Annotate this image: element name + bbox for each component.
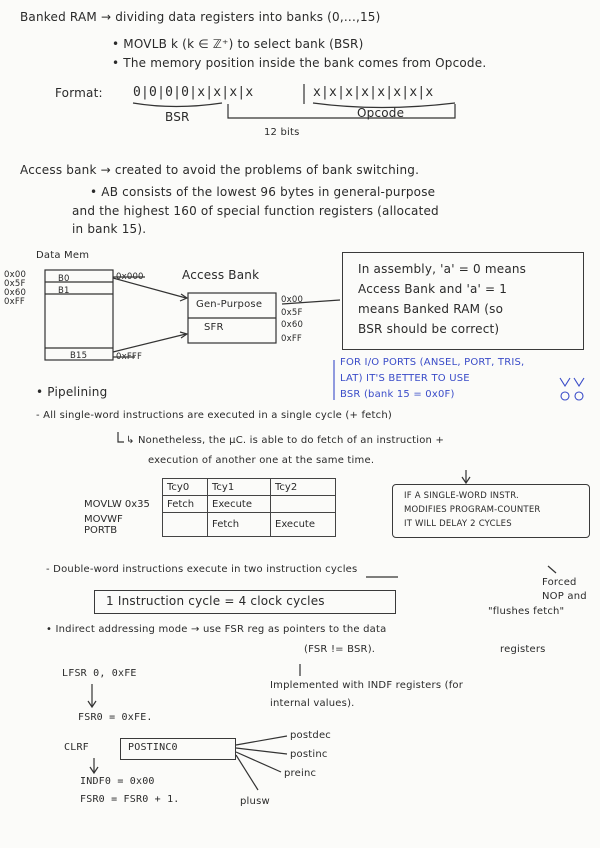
postinc-label: postinc <box>290 749 328 760</box>
table-cell: MOVLW 0x35 <box>84 498 150 510</box>
format-bits-bsr: 0|0|0|0|x|x|x|x <box>133 85 254 100</box>
code-indf: INDF0 = 0x00 <box>80 776 155 787</box>
ab-addr-3: 0xFF <box>281 334 303 344</box>
assembly-note-3: means Banked RAM (so <box>358 302 504 316</box>
cycle-text: 1 Instruction cycle = 4 clock cycles <box>106 594 325 608</box>
assembly-note-2: Access Bank and 'a' = 1 <box>358 282 508 296</box>
impl-line2: internal values). <box>270 698 355 709</box>
registers-label: registers <box>500 644 546 655</box>
io-note-2: LAT) IT'S BETTER TO USE <box>340 373 470 384</box>
left-addr-3: 0xFF <box>4 297 26 307</box>
bank-b0: B0 <box>58 274 70 284</box>
io-glyph <box>575 392 583 400</box>
io-note-1: FOR I/O PORTS (ANSEL, PORT, TRIS, <box>340 357 525 368</box>
ab-addr-0: 0x00 <box>281 295 304 305</box>
double-word-line: - Double-word instructions execute in two instruction cycles <box>46 564 358 575</box>
pipelining-line3: execution of another one at the same time. <box>148 455 375 466</box>
fan-arrow-postinc <box>236 748 287 754</box>
pipelining-line1: - All single-word instructions are executed in a single cycle (+ fetch) <box>36 410 392 421</box>
opcode-brace <box>313 103 455 108</box>
bsr-label: BSR <box>165 110 190 124</box>
fan-arrow-postdec <box>236 736 287 745</box>
access-line2: • AB consists of the lowest 96 bytes in general-purpose <box>90 185 436 199</box>
format-bits-opcode: x|x|x|x|x|x|x|x <box>313 85 434 100</box>
assembly-note-1: In assembly, 'a' = 0 means <box>358 262 527 276</box>
data-mem-label: Data Mem <box>36 250 90 261</box>
gen-purpose-label: Gen-Purpose <box>196 299 263 310</box>
assembly-note-4: BSR should be correct) <box>358 322 500 336</box>
flush-label: "flushes fetch" <box>488 606 565 617</box>
pipelining-title: • Pipelining <box>36 385 108 399</box>
io-note-3: BSR (bank 15 = 0x0F) <box>340 389 455 400</box>
plusw-label: plusw <box>240 796 270 807</box>
table-cell: MOVWF PORTB <box>84 513 123 536</box>
table-header-cell: Tcy0 <box>163 479 208 496</box>
movlb-line: • MOVLB k (k ∈ ℤ⁺) to select bank (BSR) <box>112 37 364 51</box>
single-word-note-3: IT WILL DELAY 2 CYCLES <box>404 519 512 529</box>
bank-b1: B1 <box>58 286 70 296</box>
addr-bottom: 0xFFF <box>116 352 143 362</box>
bank-b15: B15 <box>70 351 88 361</box>
indirect-line2: (FSR != BSR). <box>304 644 376 655</box>
code-fsr-inc: FSR0 = FSR0 + 1. <box>80 794 180 805</box>
left-addr-1: 0x5F <box>4 279 26 289</box>
pipelining-line2: ↳ Nonetheless, the µC. is able to do fetch of an instruction + <box>126 435 445 446</box>
indent-arrow <box>118 432 124 442</box>
io-glyph <box>574 378 584 386</box>
impl-line1: Implemented with INDF registers (for <box>270 680 464 691</box>
ab-addr-1: 0x5F <box>281 308 303 318</box>
addr-top: 0x000 <box>116 272 144 282</box>
preinc-label: preinc <box>284 768 317 779</box>
table-cell: Execute <box>271 513 336 537</box>
indirect-line1: • Indirect addressing mode → use FSR reg as pointers to the data <box>46 624 387 635</box>
code-postinc0: POSTINC0 <box>128 742 178 753</box>
access-bank-title: Access Bank <box>182 268 260 282</box>
bits-label: 12 bits <box>264 127 300 138</box>
banked-heading: Banked RAM → dividing data registers into banks (0,...,15) <box>20 10 381 24</box>
single-word-note-2: MODIFIES PROGRAM-COUNTER <box>404 505 541 515</box>
left-addr-2: 0x60 <box>4 288 27 298</box>
arrow-forced <box>548 566 556 573</box>
left-addr-0: 0x00 <box>4 270 27 280</box>
nop-and-label: NOP and <box>542 591 587 602</box>
table-cell: Fetch <box>163 496 208 513</box>
data-mem-block <box>45 270 113 360</box>
single-word-note-1: IF A SINGLE-WORD INSTR. <box>404 491 519 501</box>
code-fsr0: FSR0 = 0xFE. <box>78 712 153 723</box>
forced-label: Forced <box>542 577 577 588</box>
access-line3: and the highest 160 of special function registers (allocated <box>72 204 439 218</box>
code-clrf: CLRF <box>64 742 89 753</box>
table-cell: Fetch <box>208 513 271 537</box>
io-glyph <box>561 392 569 400</box>
fan-arrow-preinc <box>236 752 281 772</box>
table-cell: Execute <box>208 496 271 513</box>
memory-position-line: • The memory position inside the bank comes from Opcode. <box>112 56 487 70</box>
code-lfsr: LFSR 0, 0xFE <box>62 668 137 679</box>
postdec-label: postdec <box>290 730 331 741</box>
arrow-note <box>282 300 340 304</box>
io-glyph <box>560 378 570 386</box>
ab-addr-2: 0x60 <box>281 320 304 330</box>
table-header-cell: Tcy1 <box>208 479 271 496</box>
access-line4: in bank 15). <box>72 222 147 236</box>
sfr-label: SFR <box>204 322 224 333</box>
arrow-b0 <box>113 278 186 298</box>
opcode-label: Opcode <box>357 106 405 120</box>
bsr-brace <box>133 103 222 107</box>
table-header-cell: Tcy2 <box>271 479 336 496</box>
format-label: Format: <box>55 86 103 100</box>
arrow-b15 <box>113 334 186 352</box>
access-heading: Access bank → created to avoid the problems of bank switching. <box>20 163 420 177</box>
